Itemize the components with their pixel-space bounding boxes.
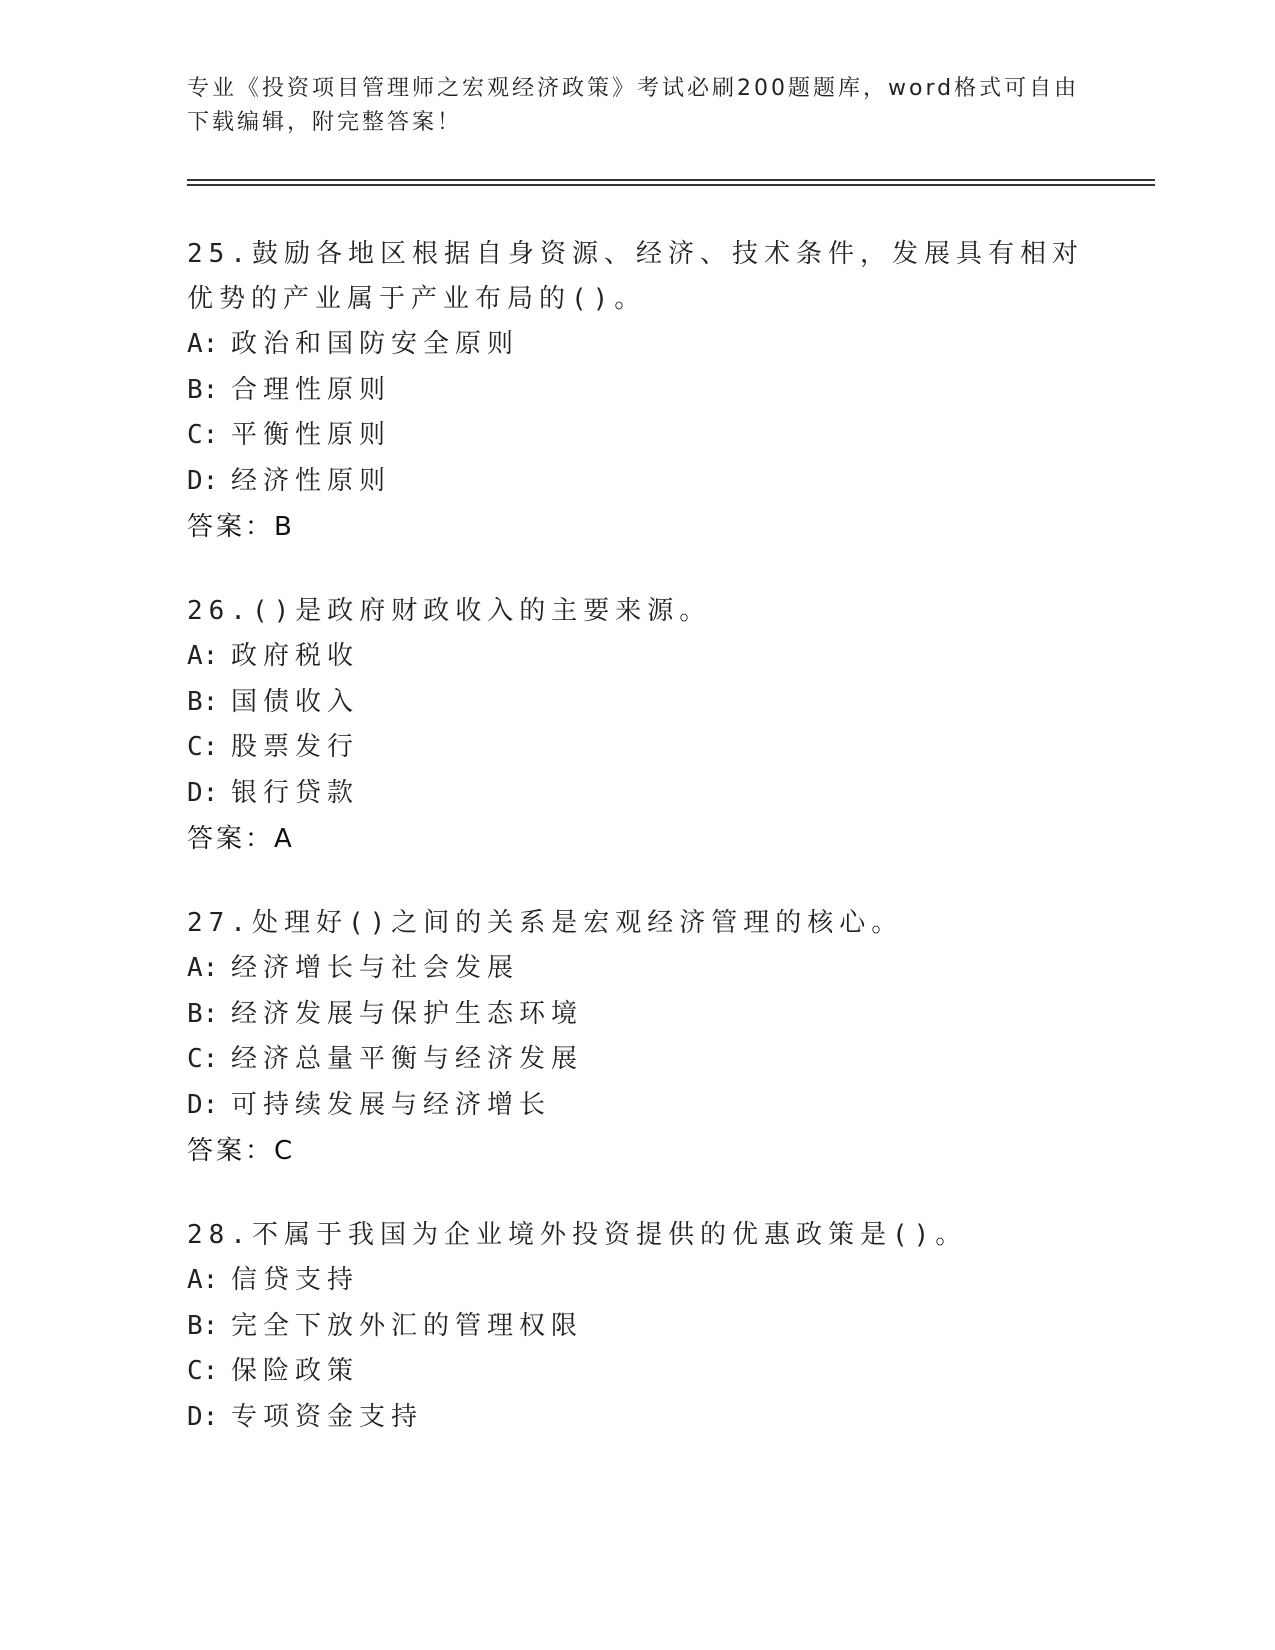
option-text: 完全下放外汇的管理权限 [231,1310,584,1341]
option-letter: C: [187,1356,219,1386]
question-list [187,232,1147,1478]
option-text: 平衡性原则 [231,420,392,450]
header-line-1: 专业《投资项目管理师之宏观经济政策》考试必刷200题题库，word格式可自由 [187,76,1080,101]
question-28 [187,1213,1147,1440]
option-letter: A: [187,1265,219,1295]
option-c [187,1349,1147,1395]
header-divider-bottom [187,184,1155,186]
option-letter: C: [187,732,219,762]
option-text: 保险政策 [231,1356,360,1386]
option-text: 国债收入 [231,686,360,717]
option-letter: B: [187,374,219,405]
option-letter: A: [187,329,219,359]
option-a [187,634,1147,680]
option-d [187,459,1147,505]
option-c [187,725,1147,771]
option-text: 政府税收 [231,641,360,671]
option-d [187,771,1147,817]
option-text: 信贷支持 [231,1265,360,1295]
option-letter: A: [187,953,219,983]
header-line-2: 下载编辑，附完整答案！ [187,110,463,135]
question-stem: 27.处理好()之间的关系是宏观经济管理的核心。 [187,908,904,938]
option-a [187,1258,1147,1304]
option-d [187,1083,1147,1129]
option-letter: D: [187,777,219,808]
option-text: 银行贷款 [231,777,360,808]
option-text: 经济总量平衡与经济发展 [231,1044,584,1074]
question-27 [187,901,1147,1175]
question-stem: 26.()是政府财政收入的主要来源。 [187,596,712,626]
option-b [187,992,1147,1038]
header-divider-top [187,179,1155,181]
question-25 [187,232,1147,551]
option-c [187,413,1147,459]
option-letter: B: [187,686,219,717]
option-text: 经济增长与社会发展 [231,953,520,983]
option-letter: B: [187,1310,219,1341]
question-stem: 25.鼓励各地区根据自身资源、经济、技术条件，发展具有相对优势的产业属于产业布局的()。 [187,239,1084,314]
option-a [187,322,1147,368]
option-text: 合理性原则 [231,374,392,405]
option-text: 股票发行 [231,732,360,762]
option-text: 政治和国防安全原则 [231,329,520,359]
option-b [187,1304,1147,1350]
option-letter: C: [187,420,219,450]
option-text: 经济发展与保护生态环境 [231,998,584,1029]
option-b [187,368,1147,414]
option-text: 专项资金支持 [231,1401,424,1432]
option-c [187,1037,1147,1083]
option-letter: B: [187,998,219,1029]
option-d [187,1395,1147,1441]
option-a [187,946,1147,992]
option-letter: D: [187,1401,219,1432]
answer-label: 答案：C [187,1136,296,1166]
answer-label: 答案：B [187,512,295,542]
option-b [187,680,1147,726]
option-letter: C: [187,1044,219,1074]
option-letter: D: [187,1089,219,1120]
answer-label: 答案：A [187,824,295,854]
option-text: 经济性原则 [231,465,392,496]
option-text: 可持续发展与经济增长 [231,1089,552,1120]
question-stem: 28.不属于我国为企业境外投资提供的优惠政策是()。 [187,1220,968,1250]
question-26 [187,589,1147,863]
document-header [187,72,1087,140]
option-letter: D: [187,465,219,496]
option-letter: A: [187,641,219,671]
